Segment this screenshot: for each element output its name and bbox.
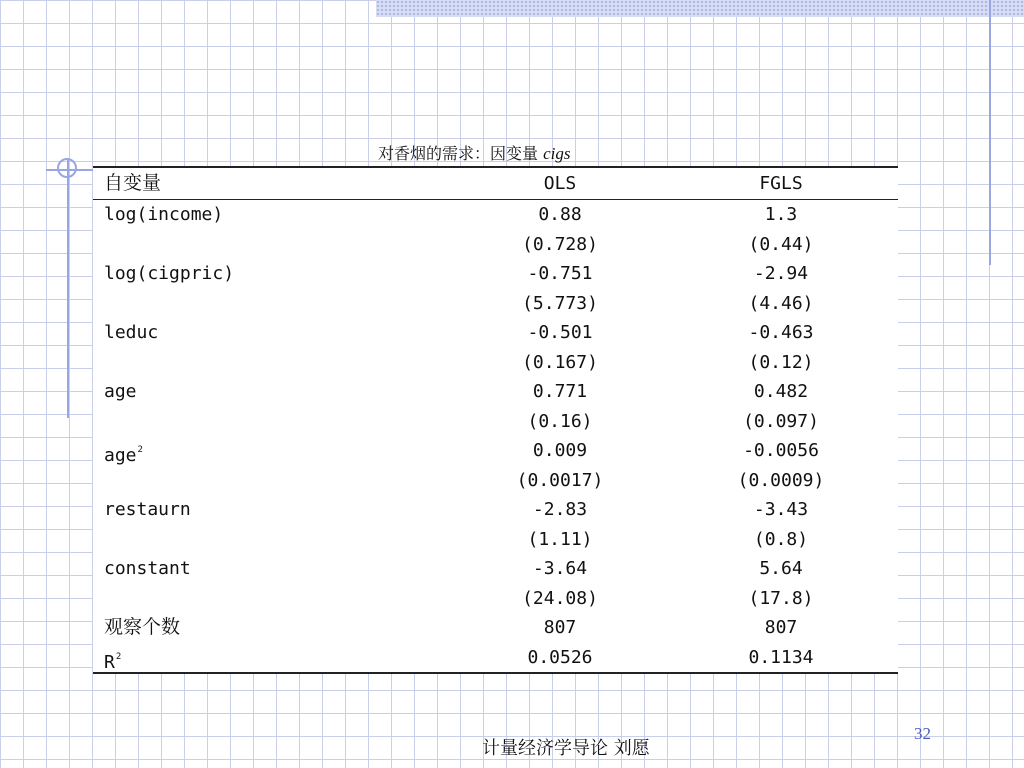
- row-variable: [104, 259, 234, 289]
- table-row: [93, 584, 898, 614]
- row-variable-label: R: [104, 651, 115, 673]
- fgls-value: (4.46): [748, 292, 814, 314]
- table-row: [93, 377, 898, 407]
- ols-value: (24.08): [522, 587, 598, 609]
- table-row: [93, 407, 898, 437]
- regression-table: [93, 166, 898, 674]
- ols-value: (5.773): [522, 292, 598, 314]
- caption-variable: cigs: [543, 144, 571, 163]
- ols-value: (1.11): [527, 528, 593, 550]
- ols-value: (0.0017): [516, 469, 604, 491]
- ols-value: -2.83: [532, 499, 588, 520]
- fgls-value: 0.482: [753, 381, 809, 402]
- table-row: [93, 436, 898, 466]
- decorative-vertical-line-right: [989, 0, 991, 265]
- ols-value: 0.0526: [527, 646, 593, 668]
- fgls-value: (17.8): [748, 587, 814, 609]
- header-independent-variable: 自变量: [104, 172, 162, 194]
- page-number: 32: [914, 724, 931, 743]
- row-variable-label: constant: [104, 558, 191, 579]
- fgls-value: 5.64: [759, 558, 803, 579]
- fgls-value: 0.1134: [748, 646, 814, 668]
- ols-value: (0.16): [527, 410, 593, 432]
- table-caption: [378, 141, 678, 164]
- fgls-value: 807: [764, 617, 798, 638]
- table-row: [93, 230, 898, 260]
- caption-text: 对香烟的需求：因变量: [378, 144, 539, 163]
- ols-value: -0.501: [527, 322, 593, 343]
- table-row: [93, 259, 898, 289]
- fgls-value: 1.3: [764, 204, 798, 225]
- row-variable-label: age: [104, 445, 137, 466]
- table-header-row: [93, 168, 898, 200]
- row-variable-label: age: [104, 381, 137, 402]
- footer-text: 计量经济学导论 刘愿: [482, 738, 650, 759]
- superscript: 2: [115, 651, 122, 662]
- ols-value: (0.167): [522, 351, 598, 373]
- fgls-value: -2.94: [753, 263, 809, 284]
- row-variable-label: log(cigpric): [104, 263, 235, 284]
- row-variable: [104, 643, 121, 678]
- table-row: [93, 289, 898, 319]
- superscript: 2: [137, 445, 143, 455]
- ols-value: -3.64: [532, 558, 588, 579]
- row-variable: [104, 495, 191, 525]
- row-variable: [104, 200, 223, 230]
- table-row: [93, 643, 898, 673]
- fgls-value: -3.43: [753, 499, 809, 520]
- top-decorative-band: [376, 0, 1024, 17]
- row-variable: [104, 377, 137, 407]
- fgls-value: (0.12): [748, 351, 814, 373]
- row-variable-label: restaurn: [104, 499, 191, 520]
- ols-value: 0.009: [532, 440, 588, 461]
- row-variable-label: leduc: [104, 322, 159, 343]
- fgls-value: (0.0009): [737, 469, 825, 491]
- fgls-value: (0.097): [743, 410, 819, 432]
- row-variable-label: 观察个数: [104, 616, 181, 638]
- row-variable-label: log(income): [104, 204, 224, 225]
- decorative-circle-icon: [57, 158, 77, 178]
- fgls-value: (0.8): [753, 528, 809, 550]
- table-row: [93, 466, 898, 496]
- table-row: [93, 200, 898, 230]
- ols-value: 0.88: [538, 204, 582, 225]
- header-fgls: FGLS: [759, 173, 803, 194]
- row-variable: [104, 554, 191, 584]
- row-variable: [104, 613, 180, 643]
- table-row: [93, 613, 898, 643]
- ols-value: -0.751: [527, 263, 593, 284]
- ols-value: 0.771: [532, 381, 588, 402]
- row-variable: [104, 318, 158, 348]
- fgls-value: -0.0056: [743, 440, 819, 461]
- decorative-vertical-line-left: [67, 160, 69, 418]
- ols-value: 807: [543, 617, 577, 638]
- fgls-value: -0.463: [748, 322, 814, 343]
- table-row: [93, 318, 898, 348]
- table-row: [93, 554, 898, 584]
- fgls-value: (0.44): [748, 233, 814, 255]
- table-row: [93, 348, 898, 378]
- ols-value: (0.728): [522, 233, 598, 255]
- table-row: [93, 525, 898, 555]
- header-ols: OLS: [543, 173, 577, 194]
- table-row: [93, 495, 898, 525]
